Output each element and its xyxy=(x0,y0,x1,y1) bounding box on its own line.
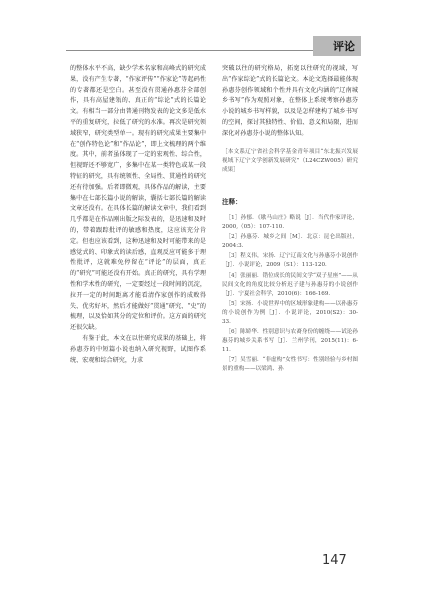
note-item: ［3］程义伟，宋扬．辽宁辽南文化与孙惠芬小说创作［J］．小说评论，2009（S1）：113-120． xyxy=(222,253,358,269)
body-paragraph: 的整体水平不高，缺少学术名家和高峰式的研究成果，没有产生专著，“作家评传”“作家论”等起码性的专著都还是空白。甚至没有贯通孙惠芬全部创作，具有高屋建瓴的、真正的“综论”式的长篇论文。有相当一部分由普通刊物发表的论文多是低水平的重复研究，拉低了研究的水准。再次是研究领域狭窄，研究类型单一。现有的研究成果主要集中在“创作特色论”和“作品论”，即上文梳理的两个维度。其中，前者虽体现了一定的宏观性、综合性，但视野还不够宽广，多集中在某一类特色或某一段特征的研究，具有统领性、全局性、贯通性的研究还有待加强。后者即微观，具体作品的解读，主要集中在七部长篇小说的解读，囊括七部长篇的解读文章还没有。在具体长篇的解读文章中，我们看到几乎都是在作品刚出版之际发表的，是迅速和及时的，带着跟踪批评的敏感和热度，这应该充分肯定。但也应该看到，这种迅速和及时可能带来的是感觉式的、印象式的读后感，直观反应可能多于理性批评，这就难免停留在“评论”的层面，真正的“研究”可能还没有开始。真正的研究，具有学理性和学术性的研究，一定要经过一段时间的沉淀，拉开一定的时间距离才能看清作家创作的成败得失、优劣好坏，然后才能做好“贯通”研究、“史”的梳理，以及恰如其分的定位和评价。这方面的研究还很欠缺。 xyxy=(70,65,206,332)
section-label: 评论 xyxy=(333,40,355,53)
notes-title: 注释： xyxy=(222,198,242,207)
note-item: ［4］张丽丽．错位成长的民间文学“双子星座”——从民间文化的角度比较分析迟子建与孙惠芬的小说创作［J］．宁夏社会科学，2010(6)：166-169． xyxy=(222,272,358,297)
page-number: 147 xyxy=(322,553,347,568)
note-item: ［2］孙惠芬．城乡之间［M］．北京：昆仑出版社，2004:3． xyxy=(222,234,358,250)
note-item: ［5］宋扬．小说世界中的区域形象建构——以孙惠芬的小说创作为例［J］．小说评论，2010(S2)：30-33． xyxy=(222,300,358,326)
note-item: ［7］吴雪丽．“非虚构”女性书写：性别经验与乡村图景的重构——以梁鸿、孙 xyxy=(222,357,358,373)
note-item: ［6］陈娇华．性别意识与农裔身份的缠绕——试论孙惠芬的城乡关系书写［J］．兰州学刊，2015(11)：6-11． xyxy=(222,329,358,354)
notes-list xyxy=(222,214,358,375)
running-header xyxy=(0,0,427,58)
fund-note: ［本文系辽宁省社会科学基金青年项目“东北振兴发展视域下辽宁文学创新发展研究”（L24CZW005）研究成果］ xyxy=(222,148,358,173)
right-column xyxy=(222,64,358,376)
left-column xyxy=(70,64,206,366)
body-paragraph: 有鉴于此，本文在以往研究成果的基础上，将孙惠芬的中短篇小说也纳入研究视野，试图作系统、宏观和综合研究，力求 xyxy=(70,334,206,364)
body-paragraph: 突破以往的研究格局，拓宽以往研究的视域，写出“作家综论”式的长篇论文。本论文选择最能体现孙惠芬创作领域和个性并具有文化内涵的“辽南城乡书写”作为观照对象，在整体上系统考察孙惠芬小说的城乡书写样貌，以及是怎样建构了城乡书写的空间，探讨其独特性、价值、意义和局限，进而深化对孙惠芬小说的整体认知。 xyxy=(222,65,358,137)
note-item: ［1］孙郁．《歇马山庄》略说［J］．当代作家评论，2000,（05）：107-110． xyxy=(222,214,358,231)
